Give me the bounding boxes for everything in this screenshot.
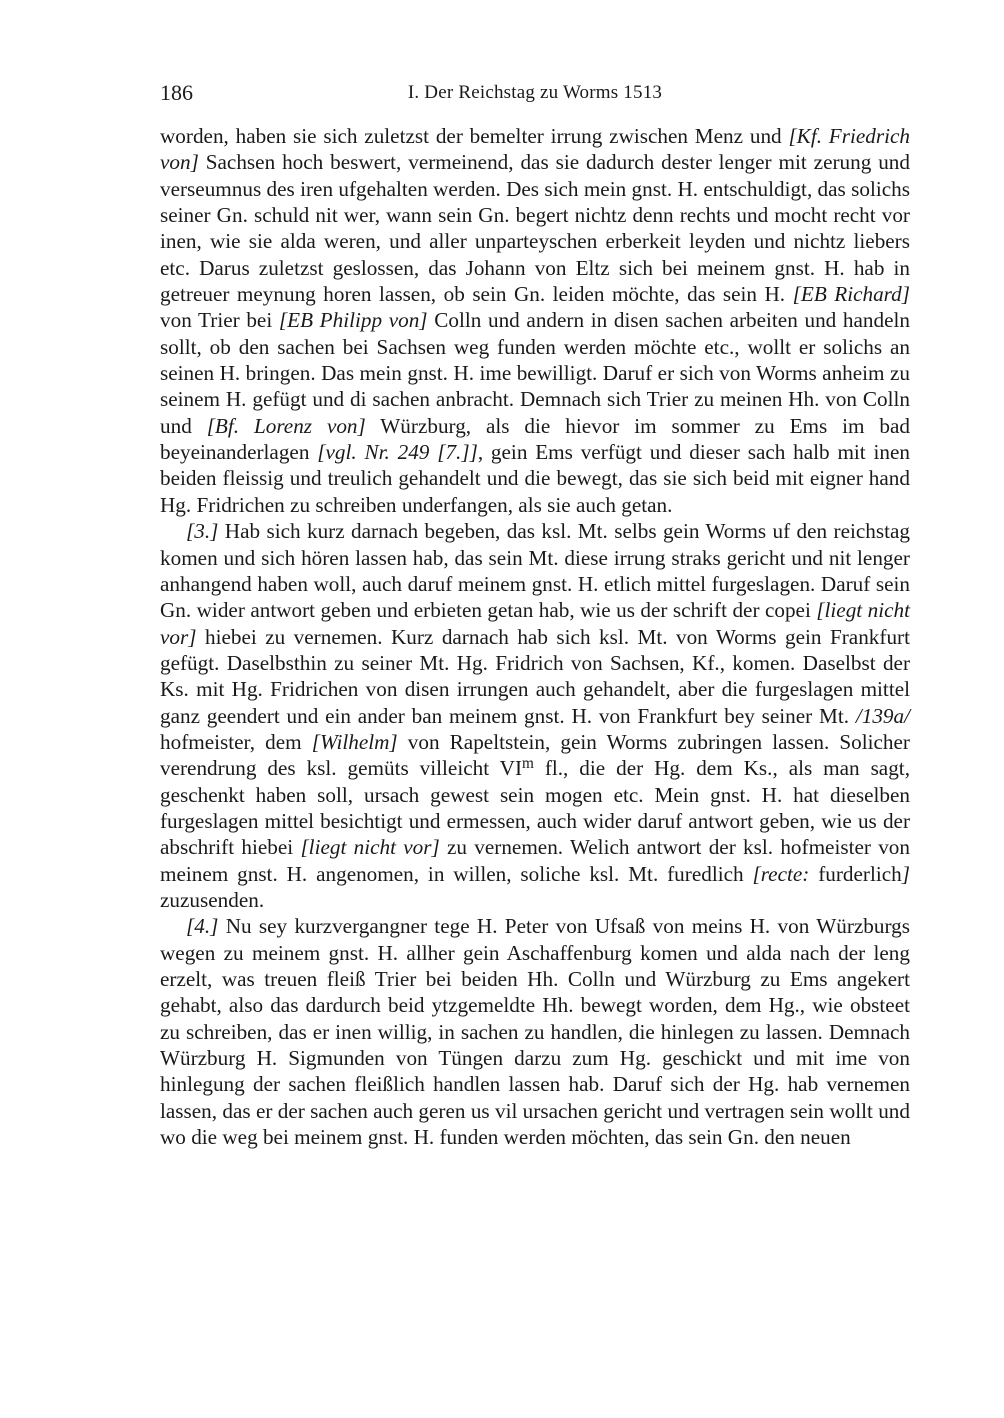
editorial-note: [recte: [752, 861, 810, 886]
editorial-note: ] [901, 861, 910, 886]
body-paragraph [160, 518, 910, 913]
text-segment: Hab sich kurz darnach begeben, das ksl. Mt. selbs gein Worms uf den reichstag komen und sich hören lassen hab, das sein Mt. diese irrung straks gericht und nit lenger anhangend haben woll, auch daruf meinem gnst. H. etlich mittel furgeslagen. Daruf sein Gn. wider antwort geben und erbieten getan hab, wie us der schrift der copei [160, 519, 910, 623]
editorial-note: [Kf. Friedrich von] [160, 124, 911, 175]
text-segment: zu vernemen. Welich antwort der ksl. hofmeister von meinem gnst. H. angenomen, in willen, soliche ksl. Mt. furedlich [160, 835, 910, 886]
body-paragraph [160, 913, 910, 1150]
text-segment: furderlich [809, 861, 902, 886]
page-number: 186 [160, 80, 193, 105]
text-segment: zuzusenden. [160, 887, 265, 912]
text-segment: Sachsen hoch beswert, vermeinend, das sie dadurch dester lenger mit zerung und verseumnus des iren ufgehalten werden. Des sich mein gnst. H. entschuldigt, das solichs seiner Gn. schuld nit wer, wann sein Gn. begert nichtz denn rechts und mocht recht vor inen, wie sie alda weren, und aller unparteyschen erberkeit leyden und nichtz liebers etc. Darus zuletzst geslossen, das Johann von Eltz sich bei meinem gnst. H. hab in getreuer meynung horen lassen, ob sein Gn. leiden möchte, das sein H. [160, 150, 910, 307]
text-segment: Colln und andern in disen sachen arbeiten und handeln sollt, ob den sachen bei Sachsen weg funden werden möchte etc., wollt er solichs an seinen H. bringen. Das mein gnst. H. ime bewilligt. Daruf er sich von Worms anheim zu seinem H. gefügt und di sachen anbracht. Demnach sich Trier zu meinen Hh. von Colln und [160, 308, 910, 438]
editorial-note: [liegt nicht vor] [300, 835, 440, 860]
body-text [160, 123, 910, 1150]
text-segment: von Trier bei [160, 308, 279, 333]
text-segment: von Rapeltstein, gein Worms zubringen lassen. Solicher verendrung des ksl. gemüts villeicht VI [160, 729, 910, 781]
editorial-note: [liegt nicht vor] [160, 598, 910, 649]
editorial-note: [EB Philipp von] [278, 308, 428, 333]
page-header [160, 80, 910, 108]
editorial-note: [Wilhelm] [311, 729, 398, 754]
editorial-note: [3.] [186, 519, 219, 544]
running-title: I. Der Reichstag zu Worms 1513 [407, 82, 663, 103]
editorial-note: [Bf. Lorenz von] [206, 413, 366, 438]
editorial-note: [EB Richard] [792, 282, 910, 307]
text-segment: Würzburg, als die hievor im sommer zu Ems im bad beyeinanderlagen [160, 413, 911, 465]
text-segment: , gein Ems verfügt und dieser sach halb mit inen beiden fleissig und treulich gehandelt und die bewegt, das sie sich beid mit eigner hand Hg. Fridrichen zu schreiben underfangen, als sie auch getan. [160, 440, 910, 517]
body-paragraph [160, 123, 910, 518]
editorial-note: [vgl. Nr. 249 [7.]] [317, 440, 478, 465]
superscript-text: m [522, 755, 534, 773]
text-segment: Nu sey kurzvergangner tege H. Peter von Ufsaß von meins H. von Würzburgs wegen zu meinem gnst. H. allher gein Aschaffenburg komen und alda nach der leng erzelt, was treuen fleiß Trier bei beiden Hh. Colln und Würzburg zu Ems angekert gehabt, also das dardurch beid ytzgemeldte Hh. bewegt worden, dem Hg., wie obsteet zu schreiben, das er inen willig, in sachen zu handlen, die hinlegen zu lassen. Demnach Würzburg H. Sigmunden von Tüngen darzu zum Hg. geschickt und mit ime von hinlegung der sachen fleißlich handlen lassen hab. Daruf sich der Hg. hab vernemen lassen, das er der sachen auch geren us vil ursachen gericht und vertragen sein wollt und wo die weg bei meinem gnst. H. funden werden möchten, das sein Gn. den neuen [160, 914, 910, 1150]
text-segment: hiebei zu vernemen. Kurz darnach hab sich ksl. Mt. von Worms gein Frankfurt gefügt. Daselbsthin zu seiner Mt. Hg. Fridrich von Sachsen, Kf., komen. Daselbst der Ks. mit Hg. Fridrichen von disen irrungen auch gehandelt, aber die furgeslagen mittel ganz geendert und ein ander ban meinem gnst. H. von Frankfurt bey seiner Mt. [160, 624, 910, 728]
text-segment: fl., die der Hg. dem Ks., als man sagt, geschenkt haben soll, ursach gewest sein mogen etc. Mein gnst. H. hat dieselben furgeslagen mittel besichtigt und ermessen, auch wider daruf antwort geben, wie us der abschrift hiebei [160, 756, 910, 860]
editorial-note: [4.] [186, 914, 219, 939]
text-segment: hofmeister, dem [160, 729, 312, 754]
editorial-note: /139a/ [855, 703, 910, 728]
text-segment: worden, haben sie sich zuletzst der bemelter irrung zwischen Menz und [160, 124, 789, 148]
